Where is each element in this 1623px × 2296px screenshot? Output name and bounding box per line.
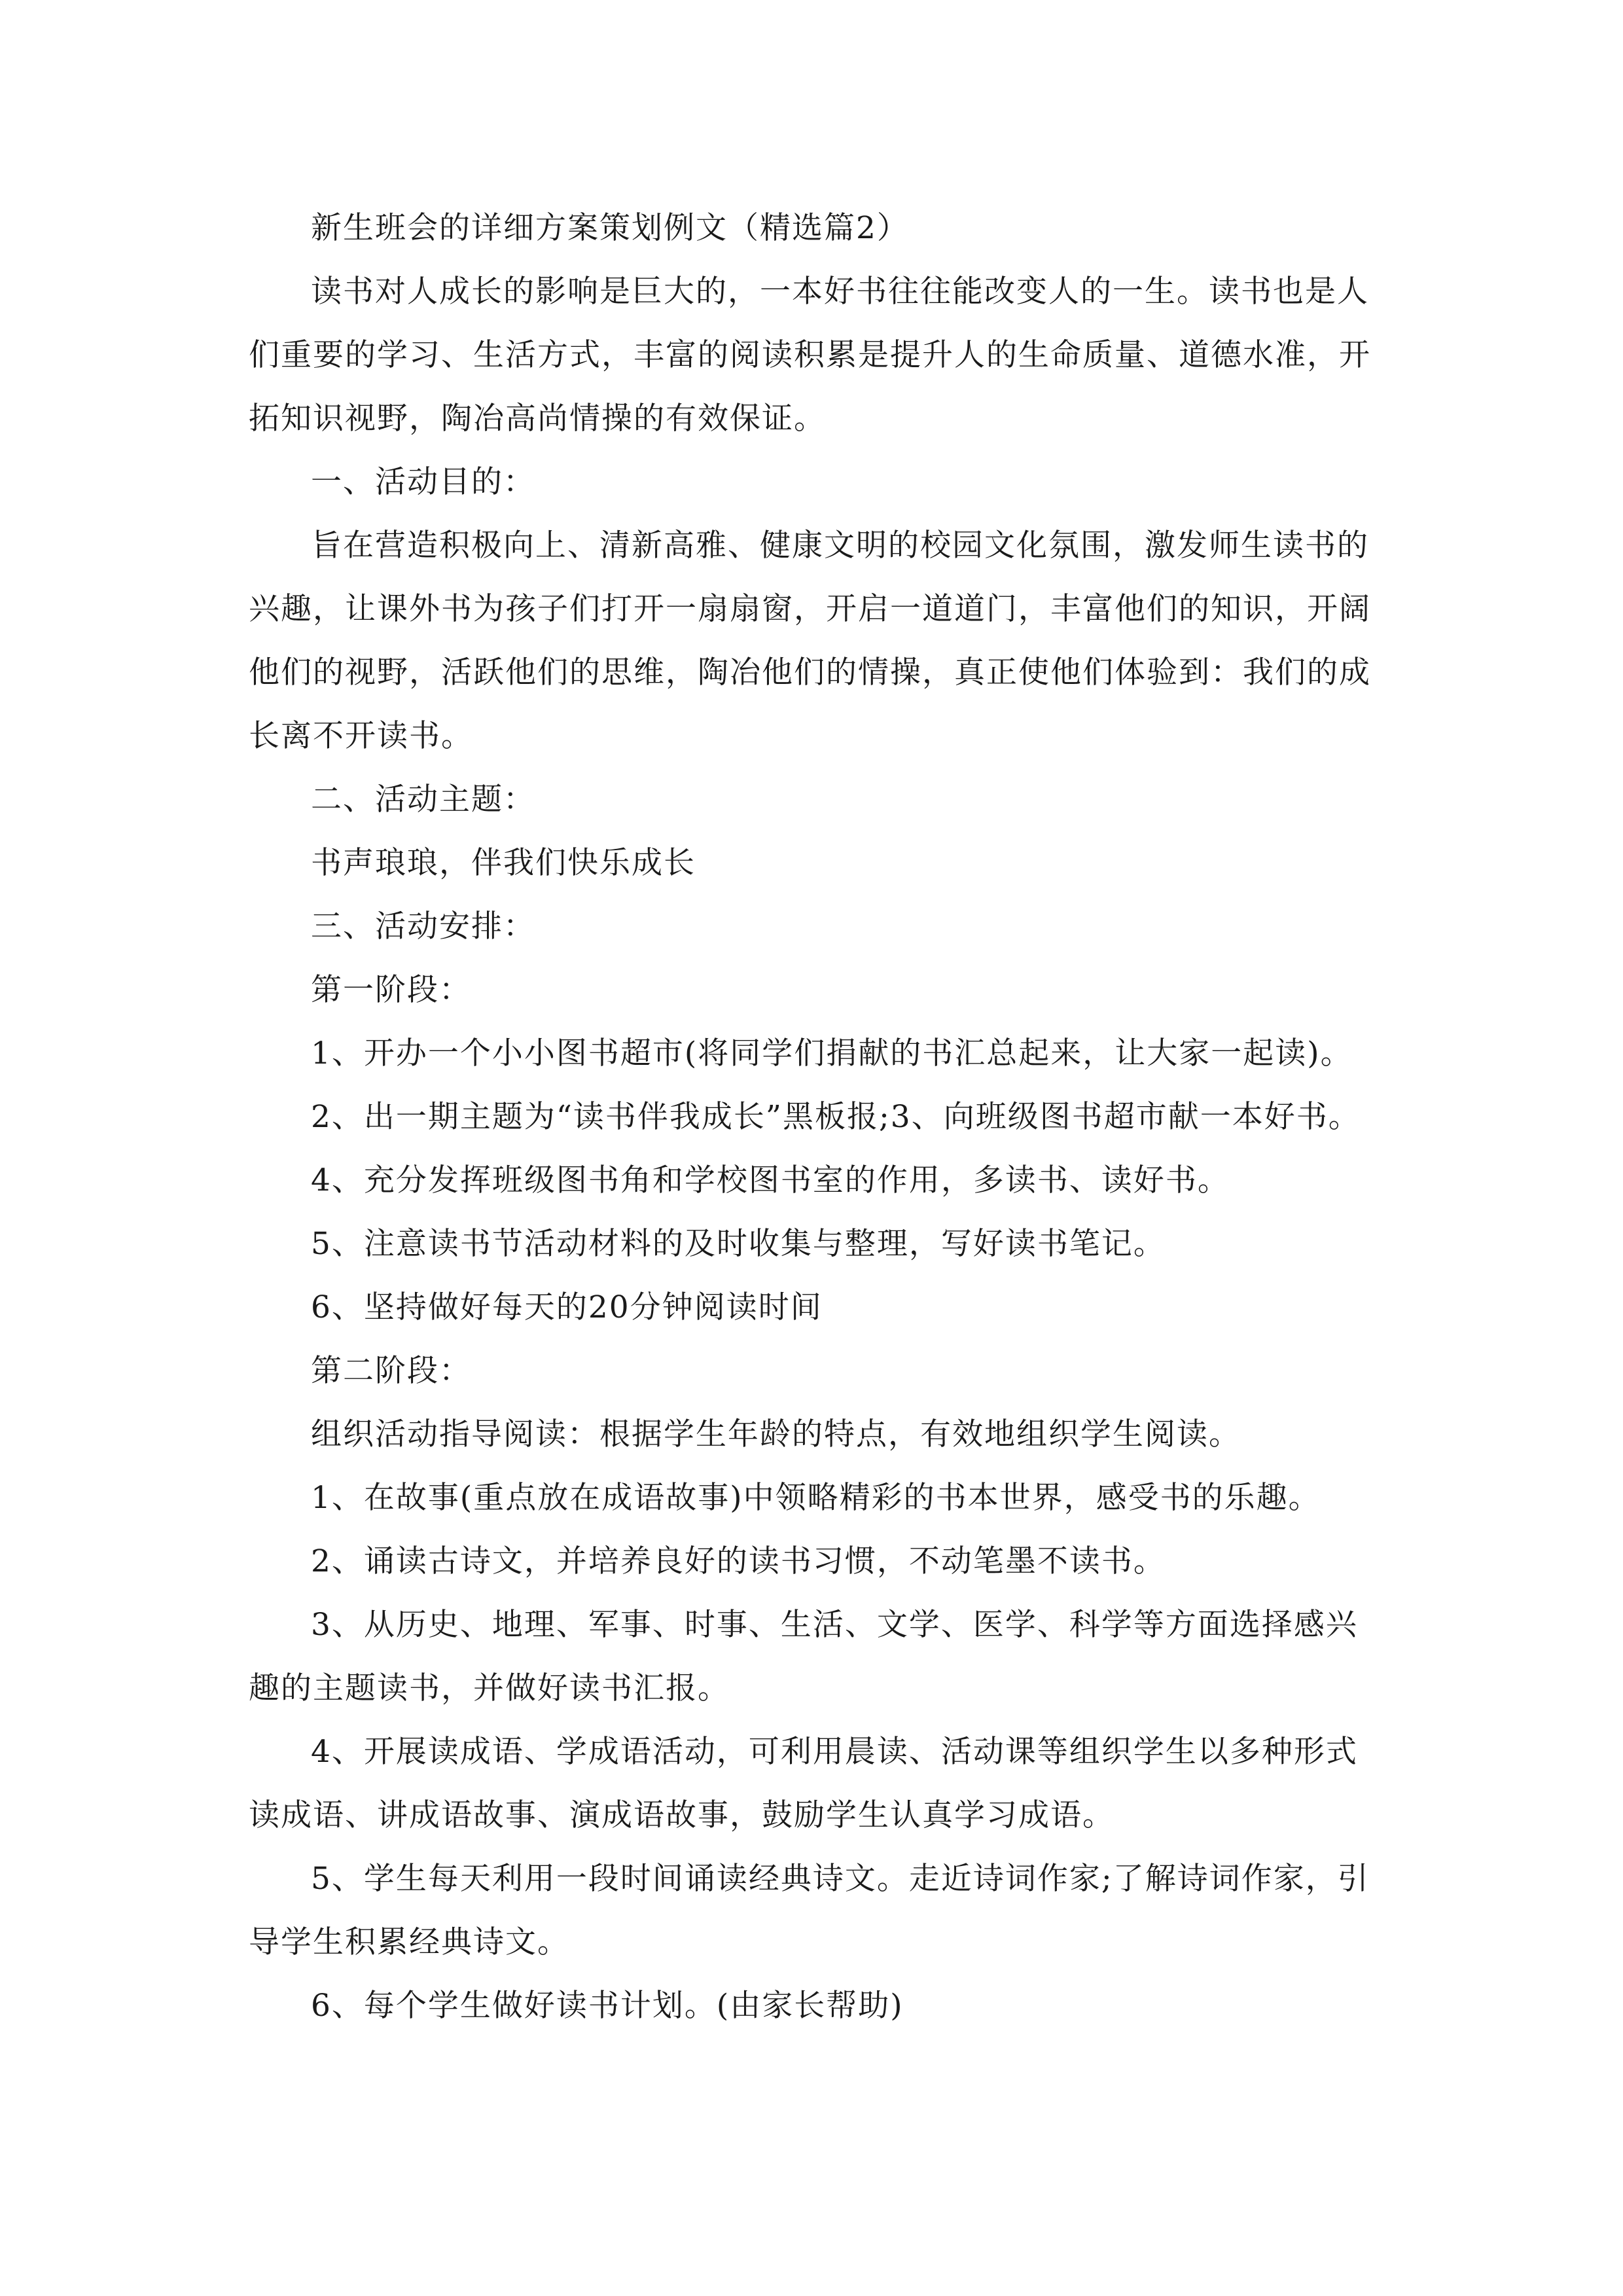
paragraph-line: 兴趣，让课外书为孩子们打开一扇扇窗，开启一道道门，丰富他们的知识，开阔 xyxy=(249,591,1371,627)
list-item: 2、出一期主题为“读书伴我成长”黑板报;3、向班级图书超市献一本好书。 xyxy=(311,1099,1361,1135)
list-item: 6、每个学生做好读书计划。(由家长帮助) xyxy=(311,1988,904,2024)
paragraph-line: 组织活动指导阅读：根据学生年龄的特点，有效地组织学生阅读。 xyxy=(311,1416,1241,1452)
list-item: 1、开办一个小小图书超市(将同学们捐献的书汇总起来，让大家一起读)。 xyxy=(311,1035,1353,1071)
paragraph-line: 拓知识视野，陶冶高尚情操的有效保证。 xyxy=(249,401,826,437)
document-title: 新生班会的详细方案策划例文（精选篇2） xyxy=(311,210,909,246)
document-body xyxy=(249,196,1374,2037)
list-item: 4、开展读成语、学成语活动，可利用晨读、活动课等组织学生以多种形式 xyxy=(311,1734,1358,1770)
section-heading-schedule: 三、活动安排： xyxy=(311,908,535,944)
list-item: 3、从历史、地理、军事、时事、生活、文学、医学、科学等方面选择感兴 xyxy=(311,1607,1358,1643)
section-heading-purpose: 一、活动目的： xyxy=(311,464,535,500)
paragraph-line: 旨在营造积极向上、清新高雅、健康文明的校园文化氛围，激发师生读书的 xyxy=(311,528,1369,564)
list-item: 1、在故事(重点放在成语故事)中领略精彩的书本世界，感受书的乐趣。 xyxy=(311,1480,1321,1516)
stage-heading-1: 第一阶段： xyxy=(311,972,471,1008)
list-item-continuation: 趣的主题读书，并做好读书汇报。 xyxy=(249,1670,730,1706)
section-heading-theme: 二、活动主题： xyxy=(311,781,535,817)
list-item: 2、诵读古诗文，并培养良好的读书习惯，不动笔墨不读书。 xyxy=(311,1543,1166,1579)
stage-heading-2: 第二阶段： xyxy=(311,1353,471,1389)
paragraph-line: 他们的视野，活跃他们的思维，陶冶他们的情操，真正使他们体验到：我们的成 xyxy=(249,655,1371,691)
list-item: 5、注意读书节活动材料的及时收集与整理，写好读书笔记。 xyxy=(311,1226,1166,1262)
paragraph-line: 长离不开读书。 xyxy=(249,718,473,754)
list-item-continuation: 读成语、讲成语故事、演成语故事，鼓励学生认真学习成语。 xyxy=(249,1797,1115,1833)
paragraph-line: 们重要的学习、生活方式，丰富的阅读积累是提升人的生命质量、道德水准，开 xyxy=(249,337,1371,373)
list-item-continuation: 导学生积累经典诗文。 xyxy=(249,1924,569,1960)
theme-text: 书声琅琅，伴我们快乐成长 xyxy=(311,845,696,881)
paragraph-line: 读书对人成长的影响是巨大的，一本好书往往能改变人的一生。读书也是人 xyxy=(311,274,1369,310)
list-item: 5、学生每天利用一段时间诵读经典诗文。走近诗词作家;了解诗词作家，引 xyxy=(311,1861,1370,1897)
list-item: 4、充分发挥班级图书角和学校图书室的作用，多读书、读好书。 xyxy=(311,1162,1230,1198)
list-item: 6、坚持做好每天的20分钟阅读时间 xyxy=(311,1289,823,1325)
